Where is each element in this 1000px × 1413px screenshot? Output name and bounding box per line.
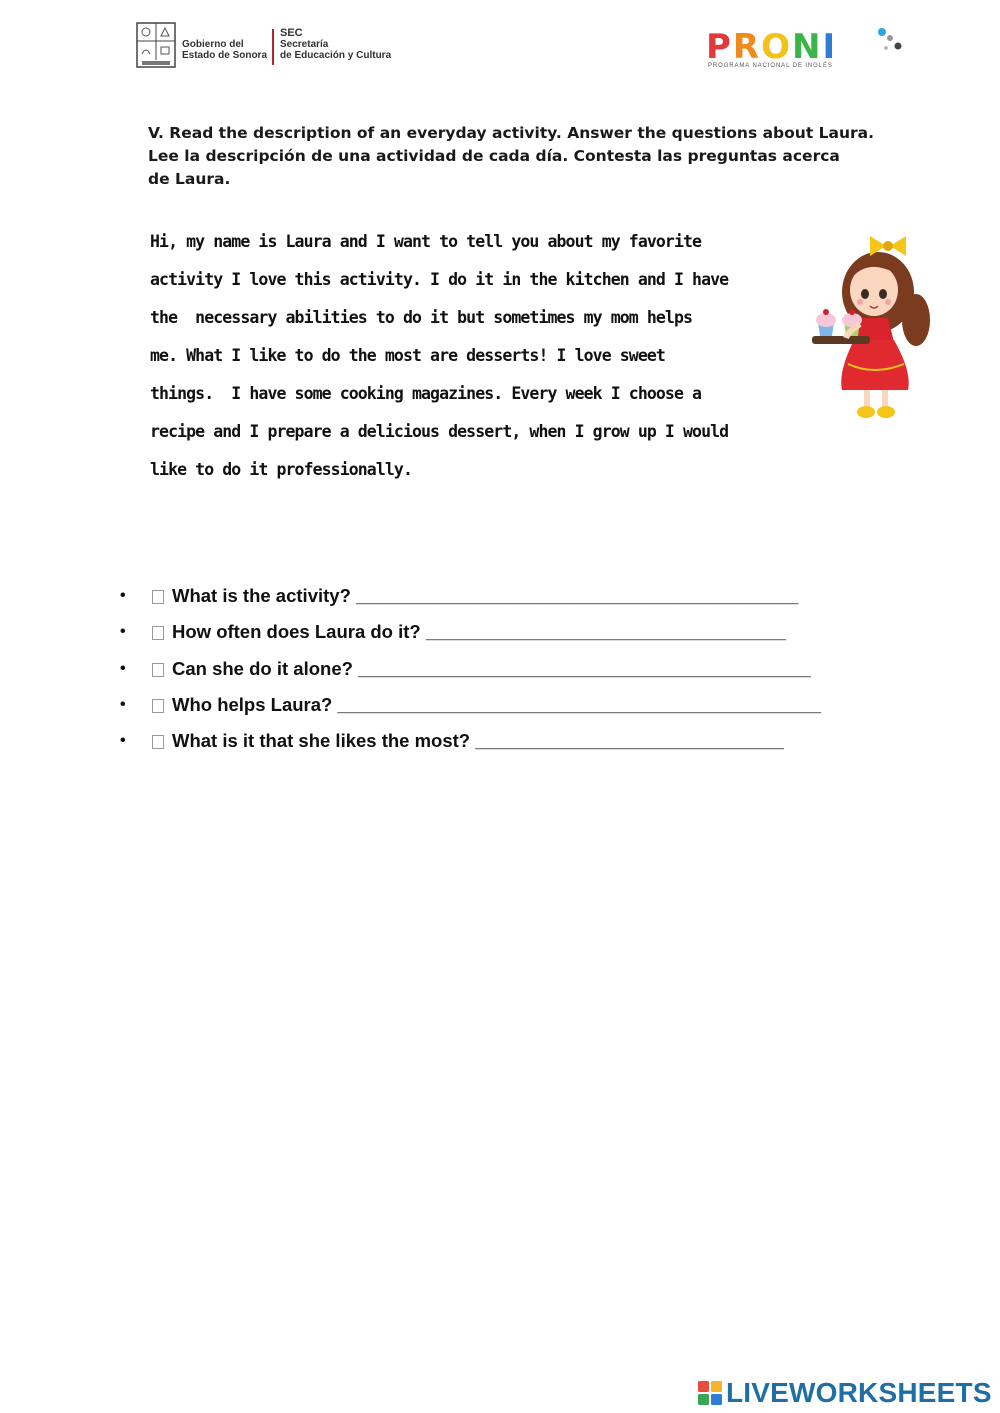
sonora-crest-icon	[136, 22, 176, 68]
passage-line: like to do it professionally.	[150, 460, 412, 479]
instructions-line-es: Lee la descripción de una actividad de cada día. Contesta las preguntas acerca	[148, 147, 840, 165]
question-text: What is it that she likes the most? ______________________________	[172, 730, 784, 752]
question-text: How often does Laura do it? ___________________________________	[172, 621, 786, 643]
girl-with-cupcakes-illustration	[808, 232, 940, 424]
missing-glyph-box-icon	[152, 590, 164, 604]
gobierno-label	[182, 39, 267, 61]
question-item	[118, 655, 878, 691]
bullet-icon: •	[120, 695, 126, 713]
missing-glyph-box-icon	[152, 699, 164, 713]
sec-line3: de Educación y Cultura	[280, 50, 392, 61]
instructions-line-es-cont: de Laura.	[148, 170, 231, 188]
proni-subtitle: PROGRAMA NACIONAL DE INGLÉS	[708, 63, 833, 69]
instructions	[148, 122, 908, 191]
liveworksheets-logo-icon	[698, 1381, 722, 1405]
passage-line: me. What I like to do the most are desserts! I love sweet	[150, 346, 665, 365]
passage-line: activity I love this activity. I do it in the kitchen and I have	[150, 270, 729, 289]
gobierno-sonora-logo	[136, 22, 396, 70]
question-text: Who helps Laura? _______________________________________________	[172, 693, 822, 715]
missing-glyph-box-icon	[152, 626, 164, 640]
passage-line: Hi, my name is Laura and I want to tell you about my favorite	[150, 232, 702, 251]
instructions-line-en: V. Read the description of an everyday activity. Answer the questions about Laura.	[148, 124, 874, 142]
bullet-icon: •	[120, 623, 126, 641]
logo-divider	[272, 29, 274, 65]
sec-label	[280, 28, 391, 61]
proni-logo	[706, 26, 906, 74]
liveworksheets-label: LIVEWORKSHEETS	[726, 1377, 992, 1408]
proni-dots-icon	[876, 26, 906, 56]
bullet-icon: •	[120, 587, 126, 604]
question-item	[118, 582, 878, 618]
question-item	[118, 618, 878, 654]
question-item	[118, 727, 878, 763]
reading-passage	[150, 228, 810, 494]
question-text: What is the activity? ___________________________________________	[172, 585, 799, 606]
sec-line2: Secretaría	[280, 39, 329, 50]
missing-glyph-box-icon	[152, 663, 164, 677]
gov-line2: Estado de Sonora	[182, 50, 268, 61]
bullet-icon: •	[120, 659, 126, 677]
sec-line1: SEC	[280, 27, 303, 39]
passage-line: the necessary abilities to do it but sometimes my mom helps	[150, 308, 693, 327]
proni-title: PRONI	[706, 27, 838, 67]
passage-line: things. I have some cooking magazines. Every week I choose a	[150, 384, 702, 403]
question-list	[118, 582, 878, 763]
question-item	[118, 691, 878, 727]
missing-glyph-box-icon	[152, 735, 164, 749]
passage-line: recipe and I prepare a delicious dessert, when I grow up I would	[150, 422, 729, 441]
bullet-icon: •	[120, 732, 126, 750]
question-text: Can she do it alone? ____________________________________________	[172, 657, 811, 679]
gov-line1: Gobierno del	[182, 39, 244, 50]
